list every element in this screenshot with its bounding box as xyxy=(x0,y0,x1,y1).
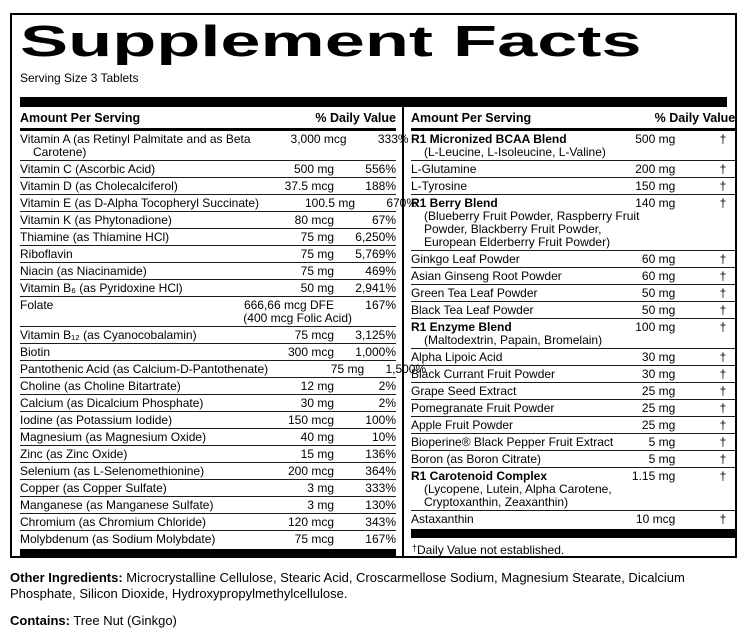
table-row xyxy=(20,479,396,496)
ingredient-daily-value: † xyxy=(719,468,727,483)
ingredient-name: Bioperine® Black Pepper Fruit Extract xyxy=(411,434,614,449)
ingredient-amount: 500 mg xyxy=(293,161,334,176)
table-row-main xyxy=(411,180,735,193)
ingredient-name: Vitamin B₁₂ (as Cyanocobalamin) xyxy=(20,327,197,342)
ingredient-amount: 150 mg xyxy=(635,178,676,193)
ingredient-daily-value: 333% xyxy=(365,480,396,495)
table-row xyxy=(20,131,409,160)
table-row xyxy=(411,250,735,267)
ingredient-name: Astaxanthin xyxy=(411,511,474,526)
ingredient-name: R1 Micronized BCAA Blend xyxy=(411,131,567,146)
table-row xyxy=(20,411,396,428)
table-row-main xyxy=(411,163,735,176)
ingredient-amount: 3 mg xyxy=(307,480,334,495)
ingredient-name: Vitamin A (as Retinyl Palmitate and as Beta xyxy=(20,131,251,146)
ingredient-amount: 60 mg xyxy=(641,268,676,283)
table-row-main xyxy=(411,270,735,283)
ingredient-daily-value: † xyxy=(719,131,727,146)
ingredient-amount: 75 mcg xyxy=(294,531,334,546)
daily-value-footnote xyxy=(411,538,735,557)
panel-title: Supplement Facts xyxy=(20,17,642,66)
ingredient-daily-value: † xyxy=(719,434,727,449)
table-row xyxy=(411,450,735,467)
table-row-main xyxy=(411,385,735,398)
ingredient-name: Selenium (as L-Selenomethionine) xyxy=(20,463,205,478)
table-row xyxy=(411,318,735,348)
table-row-main xyxy=(20,533,396,546)
ingredient-name: Copper (as Copper Sulfate) xyxy=(20,480,167,495)
ingredient-name: Apple Fruit Powder xyxy=(411,417,514,432)
other-ingredients-text: Microcrystalline Cellulose, Stearic Acid, Croscarmellose Sodium, Magnesium Stearate, Dicalcium Phosphate, Silicon Dioxide, Hydroxypropylmethylcellulose. xyxy=(10,570,685,601)
facts-columns xyxy=(20,107,736,557)
ingredient-amount: 5 mg xyxy=(648,434,676,449)
table-row-main xyxy=(411,253,735,266)
ingredient-amount: 25 mg xyxy=(641,417,676,432)
ingredient-amount: 50 mg xyxy=(641,302,676,317)
ingredient-name: Niacin (as Niacinamide) xyxy=(20,263,147,278)
table-row xyxy=(411,267,735,284)
ingredient-daily-value: 3,125% xyxy=(355,327,396,342)
table-row-main xyxy=(411,402,735,415)
ingredient-daily-value: † xyxy=(719,161,727,176)
table-row-main xyxy=(20,131,409,146)
ingredient-amount: 80 mcg xyxy=(294,212,334,227)
table-row xyxy=(411,510,735,527)
ingredient-name: Pantothenic Acid (as Calcium-D-Pantothenate) xyxy=(20,361,269,376)
label-footer xyxy=(10,570,740,640)
table-row-main xyxy=(411,368,735,381)
table-row-main xyxy=(20,214,396,227)
table-row-main xyxy=(411,197,735,210)
ingredient-amount: 30 mg xyxy=(300,395,334,410)
table-row xyxy=(20,228,396,245)
ingredient-sub-line: (L-Leucine, L-Isoleucine, L-Valine) xyxy=(424,144,606,159)
left-column xyxy=(20,107,427,556)
ingredient-amount: 1.15 mg xyxy=(631,468,676,483)
table-row-main xyxy=(20,482,396,495)
ingredient-daily-value: † xyxy=(719,349,727,364)
right-bottom-bar xyxy=(411,529,735,538)
ingredient-name: Grape Seed Extract xyxy=(411,383,517,398)
ingredient-amount: 120 mcg xyxy=(287,514,334,529)
table-row-main xyxy=(20,380,396,393)
table-row xyxy=(20,462,396,479)
ingredient-name: Manganese (as Manganese Sulfate) xyxy=(20,497,214,512)
table-row xyxy=(411,177,735,194)
table-row xyxy=(20,530,396,547)
ingredient-amount: 200 mcg xyxy=(287,463,334,478)
table-row-main xyxy=(20,414,396,427)
ingredient-daily-value: 364% xyxy=(365,463,396,478)
ingredient-name: Biotin xyxy=(20,344,51,359)
ingredient-daily-value: 556% xyxy=(365,161,396,176)
ingredient-amount: 75 mcg xyxy=(294,327,334,342)
ingredient-name: Iodine (as Potassium Iodide) xyxy=(20,412,173,427)
amount-per-serving-header: Amount Per Serving xyxy=(411,111,532,125)
ingredient-daily-value: † xyxy=(719,319,727,334)
ingredient-daily-value: 343% xyxy=(365,514,396,529)
ingredient-name: Magnesium (as Magnesium Oxide) xyxy=(20,429,207,444)
table-row-main xyxy=(20,397,396,410)
table-row xyxy=(20,445,396,462)
ingredient-name: Boron (as Boron Citrate) xyxy=(411,451,542,466)
header-divider-bar xyxy=(20,97,727,107)
ingredient-name: Chromium (as Chromium Chloride) xyxy=(20,514,207,529)
dagger-icon: † xyxy=(412,543,418,553)
ingredient-name: Green Tea Leaf Powder xyxy=(411,285,538,300)
ingredient-name: R1 Berry Blend xyxy=(411,195,498,210)
ingredient-amount: 15 mg xyxy=(300,446,334,461)
table-row-main xyxy=(20,180,396,193)
table-row-main xyxy=(20,265,396,278)
ingredient-amount: 60 mg xyxy=(641,251,676,266)
ingredient-amount: 40 mg xyxy=(300,429,334,444)
ingredient-daily-value: 2,941% xyxy=(355,280,396,295)
footnote-text: Daily Value not established. xyxy=(417,543,565,557)
table-row-main xyxy=(411,513,735,526)
table-row xyxy=(411,284,735,301)
ingredient-amount: 5 mg xyxy=(648,451,676,466)
ingredient-sub-line: European Elderberry Fruit Powder) xyxy=(424,234,611,249)
table-row xyxy=(20,279,396,296)
ingredient-daily-value: † xyxy=(719,400,727,415)
ingredient-amount: 37.5 mcg xyxy=(284,178,334,193)
ingredient-daily-value: 130% xyxy=(365,497,396,512)
left-rows xyxy=(20,131,427,547)
ingredient-daily-value: 2% xyxy=(378,378,396,393)
table-row-main xyxy=(411,470,735,483)
ingredient-daily-value: 167% xyxy=(365,297,396,312)
table-row xyxy=(20,262,396,279)
ingredient-daily-value: 333% xyxy=(377,131,409,146)
ingredient-amount: 500 mg xyxy=(635,131,676,146)
ingredient-amount: 25 mg xyxy=(641,383,676,398)
ingredient-daily-value: 167% xyxy=(365,531,396,546)
table-row xyxy=(411,382,735,399)
ingredient-amount: 3 mg xyxy=(307,497,334,512)
ingredient-amount: 3,000 mcg xyxy=(290,131,347,146)
ingredient-sub-line: (Blueberry Fruit Powder, Raspberry Fruit xyxy=(424,208,640,223)
table-row-main xyxy=(20,248,396,261)
table-row-main xyxy=(20,499,396,512)
ingredient-name: R1 Enzyme Blend xyxy=(411,319,512,334)
table-row xyxy=(20,326,396,343)
ingredient-name: R1 Carotenoid Complex xyxy=(411,468,548,483)
table-row-main xyxy=(411,133,735,146)
ingredient-name: Alpha Lipoic Acid xyxy=(411,349,503,364)
ingredient-name: Choline (as Choline Bitartrate) xyxy=(20,378,181,393)
supplement-facts-panel xyxy=(10,13,737,558)
table-row xyxy=(20,211,396,228)
ingredient-amount-secondary: (400 mcg Folic Acid) xyxy=(243,310,352,325)
left-bottom-bar xyxy=(20,549,396,558)
table-row-main xyxy=(20,448,396,461)
ingredient-amount: 150 mcg xyxy=(287,412,334,427)
ingredient-amount: 50 mg xyxy=(300,280,334,295)
table-row xyxy=(411,416,735,433)
table-row-main xyxy=(411,287,735,300)
ingredient-daily-value: † xyxy=(719,511,727,526)
table-row-main xyxy=(411,304,735,317)
ingredient-daily-value: † xyxy=(719,178,727,193)
ingredient-daily-value: † xyxy=(719,302,727,317)
table-row xyxy=(411,194,735,250)
table-row xyxy=(411,433,735,450)
other-ingredients-label: Other Ingredients: xyxy=(10,570,123,585)
ingredient-sub-line: (Lycopene, Lutein, Alpha Carotene, xyxy=(424,481,612,496)
ingredient-amount: 30 mg xyxy=(641,366,676,381)
table-row xyxy=(20,377,396,394)
ingredient-daily-value: † xyxy=(719,268,727,283)
table-row xyxy=(411,160,735,177)
ingredient-amount: 75 mg xyxy=(300,246,334,261)
table-row-main xyxy=(20,195,418,210)
right-column-header xyxy=(411,107,735,131)
ingredient-sub-line: Powder, Blackberry Fruit Powder, xyxy=(424,221,602,236)
table-row xyxy=(20,360,427,377)
table-row-main xyxy=(20,329,396,342)
ingredient-amount: 75 mg xyxy=(300,263,334,278)
other-ingredients xyxy=(10,570,740,602)
table-row-main xyxy=(20,282,396,295)
ingredient-amount: 140 mg xyxy=(635,195,676,210)
ingredient-daily-value: † xyxy=(719,285,727,300)
table-row xyxy=(20,160,396,177)
ingredient-name: Riboflavin xyxy=(20,246,73,261)
table-row-main xyxy=(411,419,735,432)
table-row xyxy=(20,394,396,411)
serving-size-text: Serving Size 3 Tablets xyxy=(20,71,139,85)
ingredient-sub-line: Cryptoxanthin, Zeaxanthin) xyxy=(424,494,569,509)
contains-statement xyxy=(10,613,740,629)
contains-label: Contains: xyxy=(10,613,70,628)
ingredient-daily-value: 469% xyxy=(365,263,396,278)
table-row xyxy=(411,131,735,160)
table-row xyxy=(20,496,396,513)
ingredient-name: Vitamin B₆ (as Pyridoxine HCl) xyxy=(20,280,183,295)
table-row-main xyxy=(20,299,396,312)
table-row xyxy=(20,343,396,360)
ingredient-daily-value: † xyxy=(719,366,727,381)
daily-value-header: % Daily Value xyxy=(654,111,736,125)
table-row xyxy=(20,428,396,445)
ingredient-amount: 30 mg xyxy=(641,349,676,364)
ingredient-name: Vitamin D (as Cholecalciferol) xyxy=(20,178,178,193)
table-row xyxy=(411,365,735,382)
table-row xyxy=(411,348,735,365)
ingredient-amount: 75 mg xyxy=(300,229,334,244)
ingredient-daily-value: † xyxy=(719,383,727,398)
table-row-main xyxy=(20,465,396,478)
ingredient-daily-value: 1,500% xyxy=(385,361,427,376)
table-row-main xyxy=(411,321,735,334)
left-column-header xyxy=(20,107,396,131)
ingredient-name: Vitamin E (as D-Alpha Tocopheryl Succinate) xyxy=(20,195,260,210)
contains-text: Tree Nut (Ginkgo) xyxy=(69,613,177,628)
ingredient-daily-value: 1,000% xyxy=(355,344,396,359)
ingredient-daily-value: 5,769% xyxy=(355,246,396,261)
table-row-main xyxy=(20,361,427,376)
ingredient-daily-value: 10% xyxy=(371,429,396,444)
ingredient-daily-value: † xyxy=(719,251,727,266)
ingredient-sub-line: (Maltodextrin, Papain, Bromelain) xyxy=(424,332,603,347)
table-row-main xyxy=(20,163,396,176)
ingredient-daily-value: 100% xyxy=(365,412,396,427)
ingredient-amount: 75 mg xyxy=(330,361,365,376)
ingredient-amount: 10 mcg xyxy=(635,511,676,526)
ingredient-name: Vitamin C (Ascorbic Acid) xyxy=(20,161,156,176)
ingredient-name: Zinc (as Zinc Oxide) xyxy=(20,446,128,461)
table-row xyxy=(20,177,396,194)
ingredient-name: Folate xyxy=(20,297,54,312)
table-row-main xyxy=(20,431,396,444)
ingredient-name: Black Currant Fruit Powder xyxy=(411,366,556,381)
ingredient-amount: 200 mg xyxy=(635,161,676,176)
ingredient-daily-value: † xyxy=(719,417,727,432)
table-row xyxy=(411,467,735,510)
right-column xyxy=(402,107,735,556)
ingredient-amount: 12 mg xyxy=(300,378,334,393)
daily-value-header: % Daily Value xyxy=(315,111,396,125)
ingredient-name: L-Tyrosine xyxy=(411,178,468,193)
table-row-main xyxy=(20,231,396,244)
ingredient-amount: 50 mg xyxy=(641,285,676,300)
table-row xyxy=(411,399,735,416)
ingredient-name: Molybdenum (as Sodium Molybdate) xyxy=(20,531,216,546)
ingredient-daily-value: 67% xyxy=(371,212,396,227)
ingredient-daily-value: 136% xyxy=(365,446,396,461)
table-row-main xyxy=(411,436,735,449)
ingredient-name: Calcium (as Dicalcium Phosphate) xyxy=(20,395,204,410)
ingredient-daily-value: † xyxy=(719,451,727,466)
ingredient-daily-value: 188% xyxy=(365,178,396,193)
ingredient-name: L-Glutamine xyxy=(411,161,477,176)
ingredient-amount: 666,66 mcg DFE xyxy=(243,297,334,312)
ingredient-amount: 300 mcg xyxy=(287,344,334,359)
right-rows xyxy=(411,131,735,527)
ingredient-amount: 100.5 mg xyxy=(304,195,356,210)
ingredient-sub-line: Carotene) xyxy=(33,144,87,159)
ingredient-daily-value: 2% xyxy=(378,395,396,410)
table-row-main xyxy=(411,453,735,466)
ingredient-amount: 25 mg xyxy=(641,400,676,415)
table-row-main xyxy=(20,516,396,529)
ingredient-name: Black Tea Leaf Powder xyxy=(411,302,534,317)
amount-per-serving-header: Amount Per Serving xyxy=(20,111,141,125)
table-row xyxy=(20,513,396,530)
ingredient-amount: 100 mg xyxy=(635,319,676,334)
table-row-main xyxy=(411,351,735,364)
table-row xyxy=(20,194,418,211)
ingredient-name: Vitamin K (as Phytonadione) xyxy=(20,212,172,227)
ingredient-daily-value: † xyxy=(719,195,727,210)
ingredient-daily-value: 6,250% xyxy=(355,229,396,244)
table-row xyxy=(411,301,735,318)
ingredient-daily-value: 670% xyxy=(386,195,418,210)
table-row-main xyxy=(20,346,396,359)
ingredient-name: Ginkgo Leaf Powder xyxy=(411,251,520,266)
ingredient-name: Thiamine (as Thiamine HCl) xyxy=(20,229,170,244)
ingredient-name: Asian Ginseng Root Powder xyxy=(411,268,562,283)
table-row xyxy=(20,245,396,262)
ingredient-name: Pomegranate Fruit Powder xyxy=(411,400,555,415)
table-row xyxy=(20,296,396,326)
